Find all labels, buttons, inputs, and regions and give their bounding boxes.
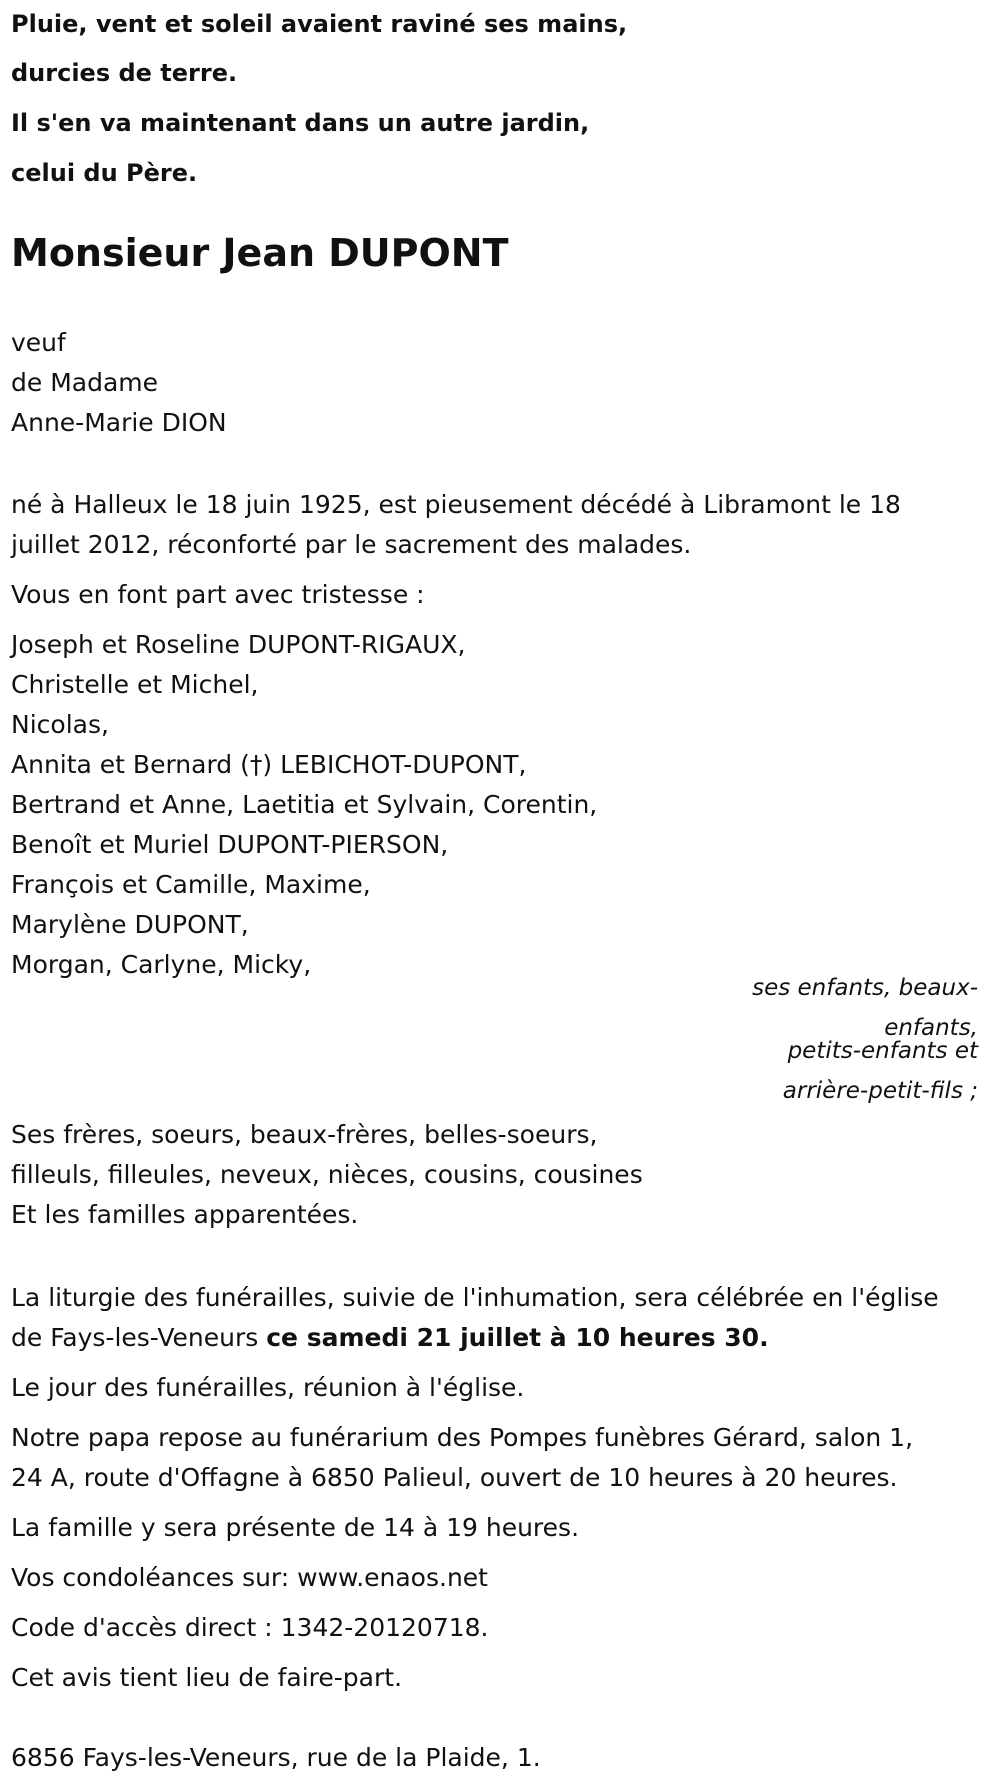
relation-note: enfants, [884, 1015, 978, 1041]
spouse-line: veuf [11, 328, 66, 357]
access-code: Code d'accès direct : 1342-20120718. [11, 1613, 489, 1642]
family-member: François et Camille, Maxime, [11, 870, 371, 899]
family-member: Bertrand et Anne, Laetitia et Sylvain, Corentin, [11, 790, 598, 819]
family-member: Christelle et Michel, [11, 670, 259, 699]
relation-note: arrière-petit-fils ; [782, 1078, 978, 1104]
birth-death-line: né à Halleux le 18 juin 1925, est pieusement décédé à Libramont le 18 [11, 490, 901, 519]
relation-note: petits-enfants et [787, 1038, 978, 1064]
poem-line: Pluie, vent et soleil avaient raviné ses mains, [11, 10, 628, 38]
deceased-name: Monsieur Jean DUPONT [11, 231, 509, 275]
address-line: 6856 Fays-les-Veneurs, rue de la Plaide, 1. [11, 1743, 541, 1772]
poem-line: Il s'en va maintenant dans un autre jardin, [11, 109, 590, 137]
rest-line: 24 A, route d'Offagne à 6850 Palieul, ouvert de 10 heures à 20 heures. [11, 1463, 898, 1492]
notice-line: Cet avis tient lieu de faire-part. [11, 1663, 403, 1692]
relation-note: ses enfants, beaux- [752, 975, 978, 1001]
family-member: Annita et Bernard (†) LEBICHOT-DUPONT, [11, 750, 527, 779]
condolences-line: Vos condoléances sur: www.enaos.net [11, 1563, 488, 1592]
other-relatives: Ses frères, soeurs, beaux-frères, belles-soeurs, [11, 1120, 598, 1149]
family-member: Morgan, Carlyne, Micky, [11, 950, 312, 979]
rest-line: Notre papa repose au funérarium des Pompes funèbres Gérard, salon 1, [11, 1423, 914, 1452]
other-relatives: Et les familles apparentées. [11, 1200, 359, 1229]
poem-line: durcies de terre. [11, 59, 238, 87]
birth-death-line: juillet 2012, réconforté par le sacrement des malades. [11, 530, 692, 559]
other-relatives: filleuls, filleules, neveux, nièces, cousins, cousines [11, 1160, 643, 1189]
family-member: Joseph et Roseline DUPONT-RIGAUX, [11, 630, 466, 659]
meeting-line: Le jour des funérailles, réunion à l'église. [11, 1373, 525, 1402]
family-member: Marylène DUPONT, [11, 910, 249, 939]
family-member: Benoît et Muriel DUPONT-PIERSON, [11, 830, 449, 859]
announcement: Vous en font part avec tristesse : [11, 580, 425, 609]
liturgy-line [11, 1323, 769, 1353]
spouse-line: de Madame [11, 368, 159, 397]
liturgy-line: La liturgie des funérailles, suivie de l'inhumation, sera célébrée en l'église [11, 1283, 939, 1312]
poem-line: celui du Père. [11, 159, 198, 187]
liturgy-date: ce samedi 21 juillet à 10 heures 30. [266, 1323, 769, 1352]
family-member: Nicolas, [11, 710, 109, 739]
liturgy-location: de Fays-les-Veneurs [11, 1323, 267, 1352]
family-presence: La famille y sera présente de 14 à 19 heures. [11, 1513, 580, 1542]
spouse-line: Anne-Marie DION [11, 408, 227, 437]
